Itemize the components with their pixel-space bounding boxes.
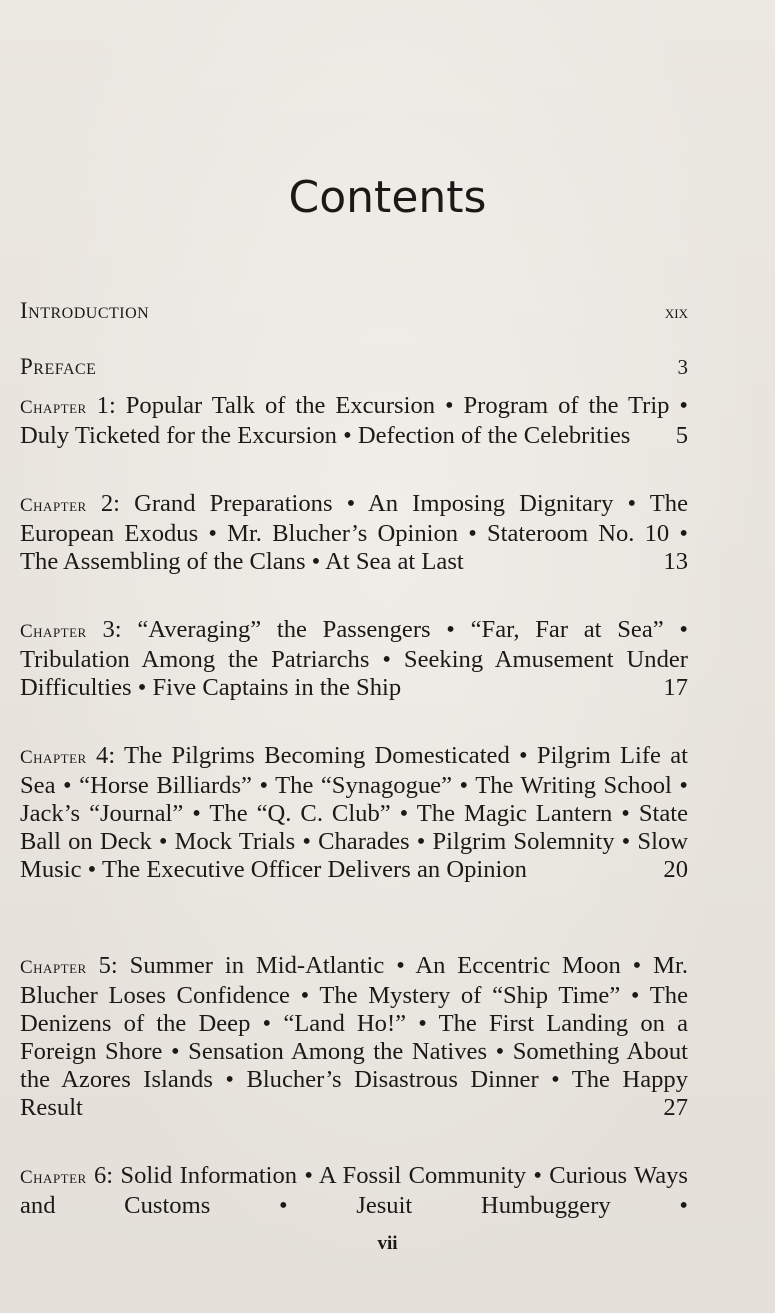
chapter-topics: Summer in Mid-Atlantic • An Eccentric Moon • Mr. Blucher Loses Confidence • The Mystery of “Ship Time” • The Denizens of the Deep • “Land Ho!” • The First Landing on a Foreign Shore • Sensation Among the Natives • Something About the Azores Islands • Blucher’s Disastrous Dinner • The Happy Result xyxy=(20,952,688,1121)
chapter-number: 5: xyxy=(98,952,118,979)
toc-entry-preface xyxy=(20,352,688,382)
toc-entry-chapter-4 xyxy=(20,742,688,884)
chapter-number: 6: xyxy=(94,1162,114,1189)
toc-entry-chapter-2 xyxy=(20,490,688,576)
chapter-label: Chapter xyxy=(20,957,87,978)
chapter-label: Chapter xyxy=(20,1167,87,1188)
toc-entry-chapter-3 xyxy=(20,616,688,702)
chapter-topics: Grand Preparations • An Imposing Dignitary • The European Exodus • Mr. Blucher’s Opinion • Stateroom No. 10 • The Assembling of the Clans • At Sea at Last xyxy=(20,490,688,575)
chapter-label: Chapter xyxy=(20,747,87,768)
chapter-label: Chapter xyxy=(20,621,87,642)
toc-entry-page: xix xyxy=(664,302,688,322)
toc-entry-label: Preface xyxy=(20,354,97,379)
page-title: Contents xyxy=(288,172,487,223)
toc-entry-page: 5 xyxy=(675,422,688,449)
chapter-label: Chapter xyxy=(20,495,87,516)
chapter-number: 2: xyxy=(100,490,120,517)
chapter-number: 3: xyxy=(102,616,122,643)
toc-entry-page: 3 xyxy=(677,355,688,379)
chapter-topics: Solid Information • A Fossil Community • Curious Ways and Customs • Jesuit Humbuggery • xyxy=(20,1162,688,1219)
chapter-topics: Popular Talk of the Excursion • Program of the Trip • Duly Ticketed for the Excursion • Defection of the Celebrities xyxy=(20,392,688,449)
toc-entry-page: 27 xyxy=(663,1094,688,1121)
chapter-topics: The Pilgrims Becoming Domesticated • Pilgrim Life at Sea • “Horse Billiards” • The “Synagogue” • The Writing School • Jack’s “Journal” • The “Q. C. Club” • The Magic Lantern • State Ball on Deck • Mock Trials • Charades • Pilgrim Solemnity • Slow Music • The Executive Officer Delivers an Opinion xyxy=(20,742,688,883)
toc-entry-introduction xyxy=(20,296,688,327)
chapter-number: 4: xyxy=(96,742,116,769)
page-number: vii xyxy=(377,1233,398,1254)
chapter-topics: “Averaging” the Passengers • “Far, Far at Sea” • Tribulation Among the Patriarchs • Seeking Amusement Under Difficulties • Five Captains in the Ship xyxy=(20,616,688,701)
toc-entry-chapter-6 xyxy=(20,1162,688,1220)
toc-entry-page: 17 xyxy=(663,674,688,701)
chapter-label: Chapter xyxy=(20,397,87,418)
chapter-number: 1: xyxy=(96,392,116,419)
toc-entry-chapter-5 xyxy=(20,952,688,1122)
toc-entry-page: 20 xyxy=(663,856,688,883)
toc-entry-chapter-1 xyxy=(20,392,688,450)
toc-entry-label: Introduction xyxy=(20,298,150,323)
toc-entry-page: 13 xyxy=(663,548,688,575)
